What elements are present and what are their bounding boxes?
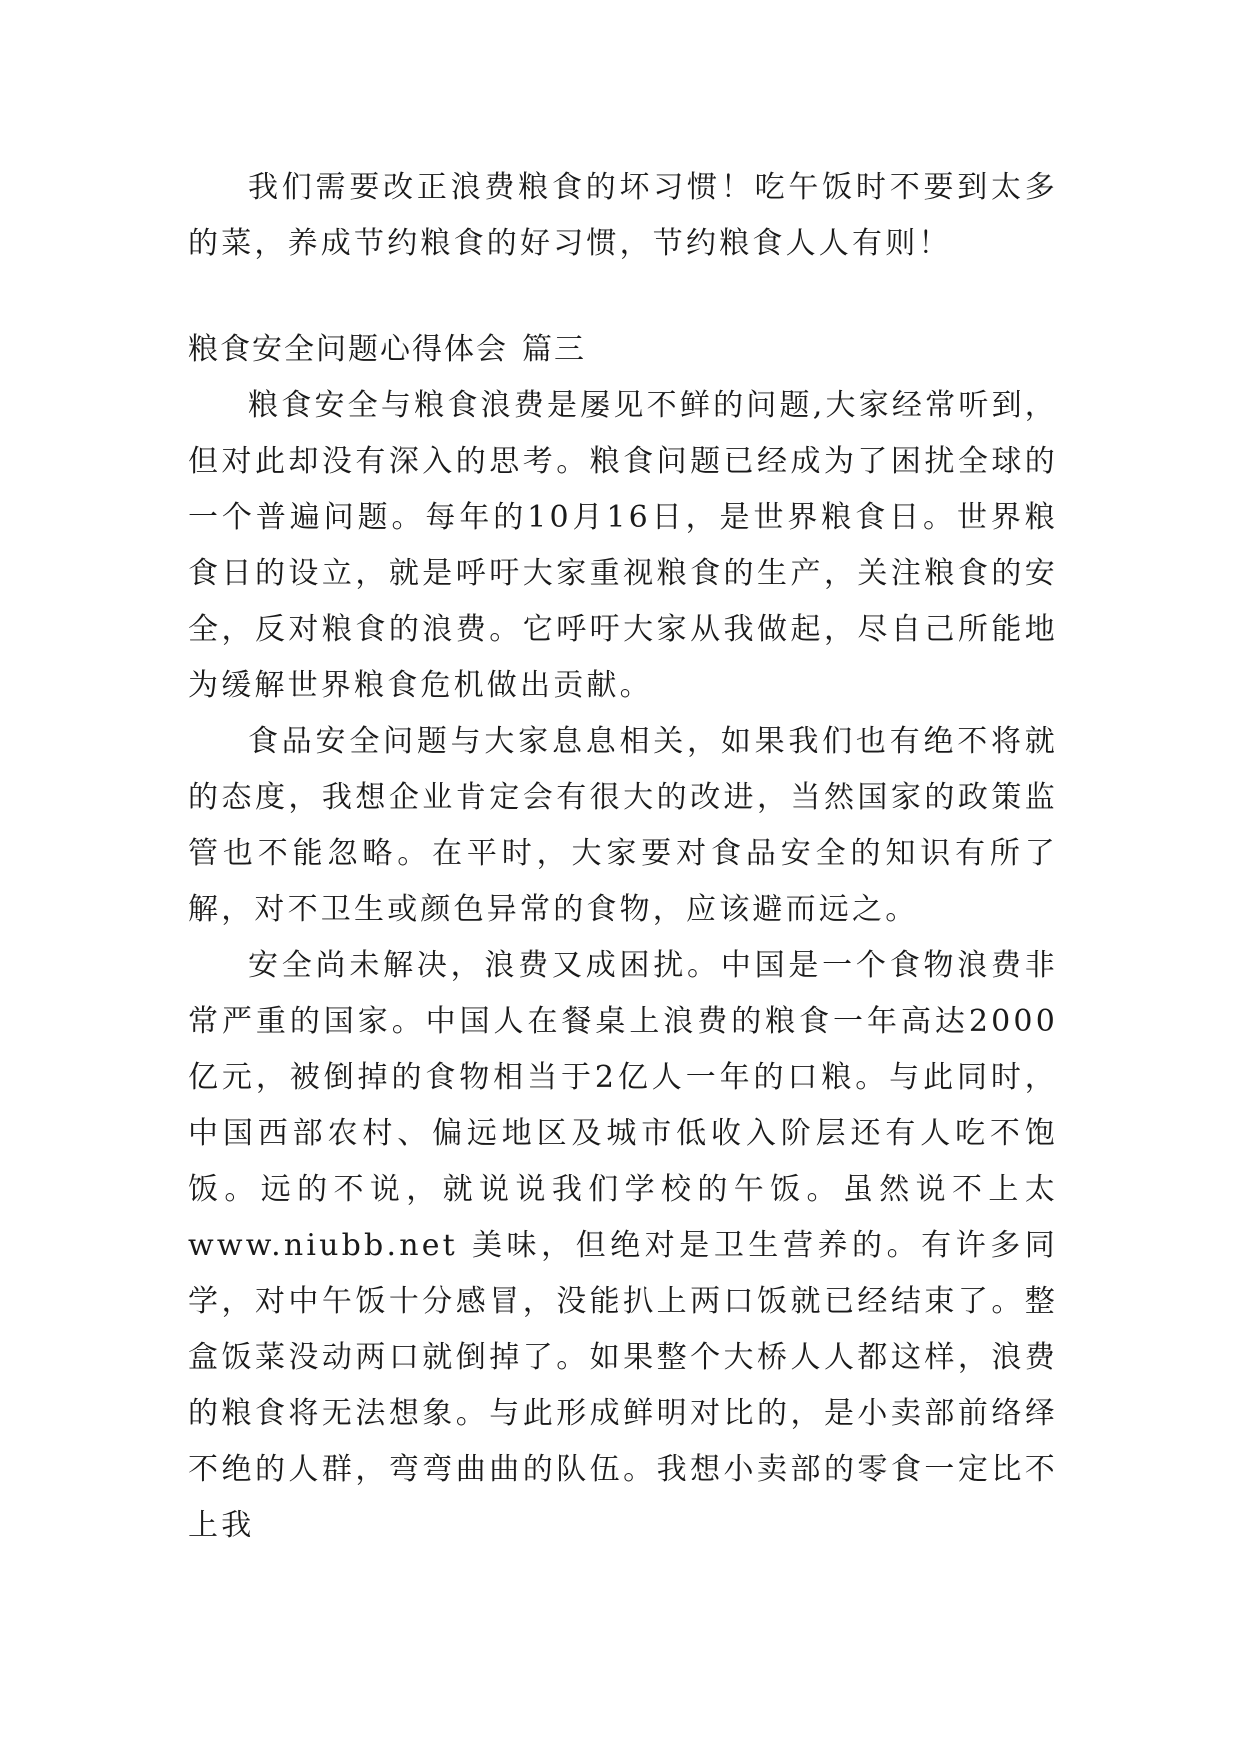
document-page bbox=[188, 160, 1058, 1554]
section-heading bbox=[188, 322, 1058, 378]
section-suffix: 篇三 bbox=[522, 332, 586, 367]
section-spacer bbox=[188, 272, 1058, 322]
paragraph-1: 粮食安全与粮食浪费是屡见不鲜的问题,大家经常听到，但对此却没有深入的思考。粮食问题已经成为了困扰全球的一个普遍问题。每年的10月16日，是世界粮食日。世界粮食日的设立，就是呼吁大家重视粮食的生产，关注粮食的安全，反对粮食的浪费。它呼吁大家从我做起，尽自己所能地为缓解世界粮食危机做出贡献。 bbox=[188, 388, 1058, 703]
paragraph-intro: 我们需要改正浪费粮食的坏习惯！吃午饭时不要到太多的菜，养成节约粮食的好习惯，节约粮食人人有则！ bbox=[188, 170, 1058, 261]
paragraph-2: 食品安全问题与大家息息相关，如果我们也有绝不将就的态度，我想企业肯定会有很大的改进，当然国家的政策监管也不能忽略。在平时，大家要对食品安全的知识有所了解，对不卫生或颜色异常的食物，应该避而远之。 bbox=[188, 724, 1058, 927]
section-title: 粮食安全问题心得体会 bbox=[188, 332, 508, 367]
paragraph-3: 安全尚未解决，浪费又成困扰。中国是一个食物浪费非常严重的国家。中国人在餐桌上浪费的粮食一年高达2000亿元，被倒掉的食物相当于2亿人一年的口粮。与此同时，中国西部农村、偏远地区及城市低收入阶层还有人吃不饱饭。远的不说，就说说我们学校的午饭。虽然说不上太www.niubb.net 美味，但绝对是卫生营养的。有许多同学，对中午饭十分感冒，没能扒上两口饭就已经结束了。整盒饭菜没动两口就倒掉了。如果整个大桥人人都这样，浪费的粮食将无法想象。与此形成鲜明对比的，是小卖部前络绎不绝的人群，弯弯曲曲的队伍。我想小卖部的零食一定比不上我 bbox=[188, 948, 1058, 1543]
